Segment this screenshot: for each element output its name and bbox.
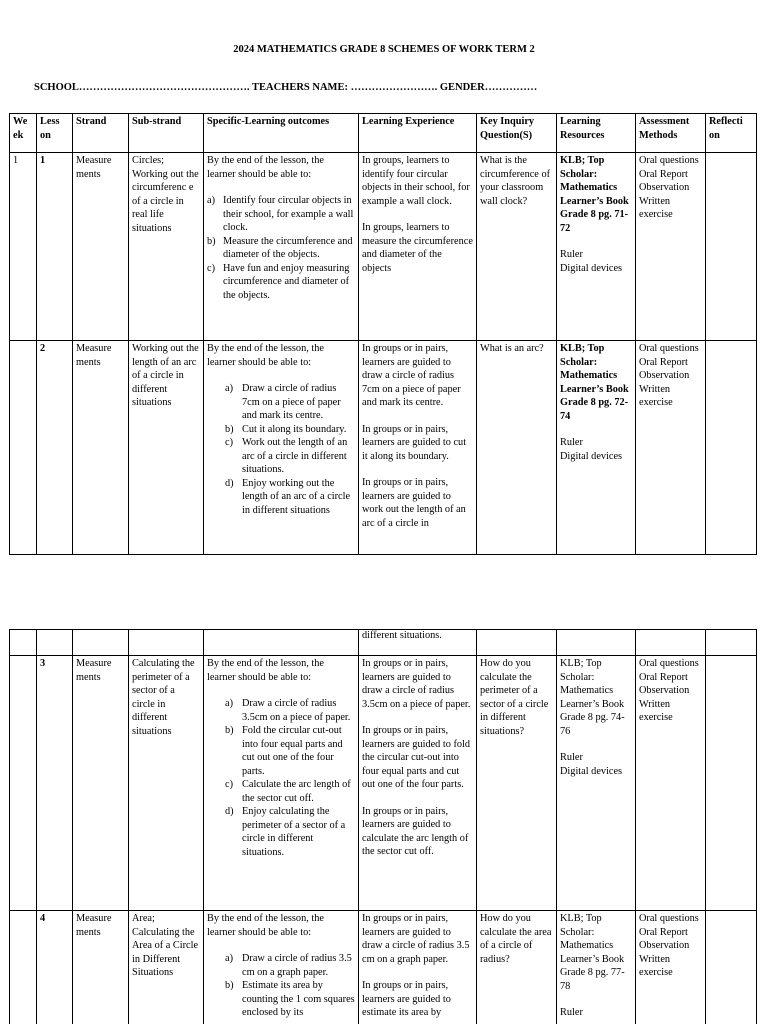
experience-cell: different situations. xyxy=(359,630,477,656)
list-item: a) Draw a circle of radius 7cm on a piece of paper and mark its centre. xyxy=(225,383,341,421)
col-assessment-header: Assessment Methods xyxy=(636,114,706,153)
slo-intro: By the end of the lesson, the learner should be able to: xyxy=(207,343,324,368)
list-item: d) Enjoy calculating the perimeter of a sector of a circle in different situations. xyxy=(225,806,346,858)
week-cell: 1 xyxy=(10,153,37,341)
list-item: b) Estimate its area by counting the 1 com squares enclosed by its xyxy=(225,980,355,1018)
col-substrand-header: Sub-strand xyxy=(129,114,204,153)
list-item: b) Measure the circumference and diameter of the objects. xyxy=(207,235,353,260)
resources-cell: KLB; Top Scholar: Mathematics Learner’s Book Grade 8 pg. 74-76 Ruler Digital devices xyxy=(557,656,636,911)
experience-cell: In groups or in pairs, learners are guided to draw a circle of radius 7cm on a piece of paper and mark its centre. In groups or in pairs, learners are guided to cut it along its boundary. In groups or in pairs, learners are guided to work out the length of an arc of a circle in xyxy=(359,341,477,555)
table-row xyxy=(10,911,757,1024)
kiq-cell: What is an arc? xyxy=(477,341,557,555)
reflection-cell xyxy=(706,656,757,911)
school-teacher-gender-line: SCHOOL…………………………………………. TEACHERS NAME: ……………………. GENDER…………… xyxy=(34,82,538,93)
substrand-cell: Area; Calculating the Area of a Circle in Different Situations xyxy=(129,911,204,1024)
lesson-cell: 2 xyxy=(37,341,73,555)
list-item: b) Cut it along its boundary. xyxy=(225,423,347,435)
assessment-cell: Oral questions Oral Report Observation Written exercise xyxy=(636,341,706,555)
reflection-cell xyxy=(706,911,757,1024)
list-item: c) Work out the length of an arc of a circle in different situations. xyxy=(225,437,348,475)
col-week-header: We ek xyxy=(10,114,37,153)
lesson-cell: 1 xyxy=(37,153,73,341)
slo-cell xyxy=(204,656,359,911)
substrand-cell: Working out the length of an arc of a circle in different situations xyxy=(129,341,204,555)
continuation-row xyxy=(10,630,757,656)
scheme-table-page-2 xyxy=(9,629,757,1024)
resources-cell: KLB; Top Scholar: Mathematics Learner’s Book Grade 8 pg. 72-74 Ruler Digital devices xyxy=(557,341,636,555)
strand-cell: Measure ments xyxy=(73,341,129,555)
experience-cell: In groups or in pairs, learners are guided to draw a circle of radius 3.5 cm on a graph paper. In groups or in pairs, learners are guided to estimate its area by xyxy=(359,911,477,1024)
week-cell xyxy=(10,911,37,1024)
substrand-cell: Calculating the perimeter of a sector of a circle in different situations xyxy=(129,656,204,911)
col-kiq-header: Key Inquiry Question(S) xyxy=(477,114,557,153)
kiq-cell: How do you calculate the perimeter of a sector of a circle in different situations? xyxy=(477,656,557,911)
experience-cell: In groups or in pairs, learners are guided to draw a circle of radius 3.5cm on a piece of paper. In groups or in pairs, learners are guided to fold the circular cut-out into four equal parts and cut out one of the four parts. In groups or in pairs, learners are guided to calculate the arc length of the sector cut off. xyxy=(359,656,477,911)
kiq-cell: What is the circumference of your classroom wall clock? xyxy=(477,153,557,341)
resources-cell: KLB; Top Scholar: Mathematics Learner’s Book Grade 8 pg. 77-78 Ruler xyxy=(557,911,636,1024)
col-resources-header: Learning Resources xyxy=(557,114,636,153)
list-item: a) Draw a circle of radius 3.5 cm on a graph paper. xyxy=(225,953,352,978)
col-reflection-header: Reflecti on xyxy=(706,114,757,153)
substrand-cell: Circles; Working out the circumferenc e of a circle in real life situations xyxy=(129,153,204,341)
week-cell xyxy=(10,656,37,911)
kiq-cell: How do you calculate the area of a circle of radius? xyxy=(477,911,557,1024)
lesson-cell: 4 xyxy=(37,911,73,1024)
strand-cell: Measure ments xyxy=(73,656,129,911)
list-item: c) Calculate the arc length of the sector cut off. xyxy=(225,779,351,804)
slo-intro: By the end of the lesson, the learner should be able to: xyxy=(207,658,324,683)
list-item: a) Draw a circle of radius 3.5cm on a piece of paper. xyxy=(225,698,351,723)
slo-intro: By the end of the lesson, the learner should be able to: xyxy=(207,155,324,180)
col-lesson-header: Less on xyxy=(37,114,73,153)
assessment-cell: Oral questions Oral Report Observation Written exercise xyxy=(636,656,706,911)
list-item: d) Enjoy working out the length of an arc of a circle in different situations xyxy=(225,477,351,516)
strand-cell: Measure ments xyxy=(73,911,129,1024)
col-strand-header: Strand xyxy=(73,114,129,153)
assessment-cell: Oral questions Oral Report Observation Written exercise xyxy=(636,153,706,341)
slo-intro: By the end of the lesson, the learner should be able to: xyxy=(207,913,324,938)
table-row xyxy=(10,656,757,911)
col-slo-header: Specific-Learning outcomes xyxy=(204,114,359,153)
experience-cell: In groups, learners to identify four circular objects in their school, for example a wall clock. In groups, learners to measure the circumference and diameter of the objects xyxy=(359,153,477,341)
list-item: b) Fold the circular cut-out into four equal parts and cut out one of the four parts. xyxy=(225,725,343,777)
document-title: 2024 MATHEMATICS GRADE 8 SCHEMES OF WORK TERM 2 xyxy=(233,44,535,55)
lesson-cell: 3 xyxy=(37,656,73,911)
slo-cell xyxy=(204,911,359,1024)
strand-cell: Measure ments xyxy=(73,153,129,341)
col-experience-header: Learning Experience xyxy=(359,114,477,153)
resources-cell: KLB; Top Scholar: Mathematics Learner’s Book Grade 8 pg. 71-72 Ruler Digital devices xyxy=(557,153,636,341)
assessment-cell: Oral questions Oral Report Observation Written exercise xyxy=(636,911,706,1024)
list-item: c) Have fun and enjoy measuring circumference and diameter of the objects. xyxy=(207,262,350,301)
list-item: a) Identify four circular objects in their school, for example a wall clock. xyxy=(207,195,354,233)
